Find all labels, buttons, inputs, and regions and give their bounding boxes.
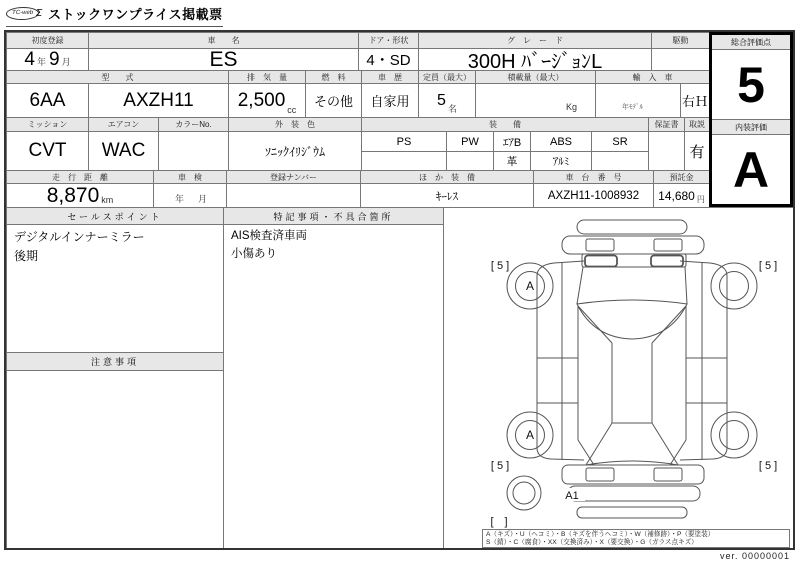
transmission-value: CVT <box>6 131 88 170</box>
equip-empty-1 <box>361 151 446 170</box>
reg-year: 4 <box>24 48 35 70</box>
deposit-value <box>653 183 709 207</box>
tire-depth-front-right: [ 5 ] <box>758 460 778 472</box>
damage-legend <box>482 529 790 548</box>
reg-year-unit: 年 <box>36 57 46 67</box>
tire-depth-rear-left: [ 5 ] <box>490 260 510 272</box>
reg-month: 9 <box>49 48 60 70</box>
caution-label: 注意事項 <box>6 352 223 370</box>
front-left-wheel-mark: A <box>525 428 535 442</box>
spec-sheet <box>4 30 795 550</box>
damage-legend-line-1: A（キズ）・U（ヘコミ）・B（キズを伴うヘコミ）・W（補修跡）・P（要塗装） <box>486 531 715 538</box>
grade-label: グ レ ー ド <box>418 32 651 48</box>
special-notes-content <box>223 224 443 548</box>
registration-number-value <box>226 183 360 207</box>
hood-shape <box>562 465 704 484</box>
model-prefix-value: 6AA <box>6 83 88 117</box>
aircon-label: エアコン <box>88 117 158 131</box>
damage-legend-line-2: S（錆）・C（腐食）・XX（交換済み）・X（要交換）・G（ガラス点キズ） <box>486 539 698 547</box>
overall-score-value: 5 <box>737 56 765 113</box>
front-spoiler-shape <box>577 507 687 518</box>
model-code-label: 型 式 <box>6 70 228 83</box>
spare-tire-shape <box>507 476 541 510</box>
overall-score-label: 総合評価点 <box>712 35 790 50</box>
first-registration-value <box>6 48 88 70</box>
inspection-year-unit: 年 <box>174 194 184 204</box>
manual-value: 有 <box>684 131 709 170</box>
car-outline-drawing <box>444 208 794 549</box>
mileage-unit: km <box>101 195 114 205</box>
rear-window-shape <box>577 300 687 339</box>
evaluation-box <box>709 32 793 207</box>
handle-value: 右Ｈ <box>680 83 709 117</box>
import-value <box>595 83 680 117</box>
interior-score-value: A <box>732 141 770 198</box>
front-bumper-shape <box>568 486 700 501</box>
front-bumper-damage-mark: A1 <box>565 490 579 502</box>
title-bar <box>6 4 223 27</box>
equip-ps: PS <box>361 131 446 151</box>
aircon-value: WAC <box>88 131 158 170</box>
tire-depth-front-left: [ 5 ] <box>490 460 510 472</box>
special-notes-line-2: 小傷あり <box>231 247 277 260</box>
tail-light-left-shape <box>585 256 617 267</box>
sales-point-line-1: デジタルインナーミラー <box>14 230 145 244</box>
deposit-unit: 円 <box>696 195 705 204</box>
displacement-label: 排 気 量 <box>228 70 305 83</box>
import-label: 輸 入 車 <box>595 70 709 83</box>
interior-score-label: 内装評価 <box>712 119 790 135</box>
car-name-value: ES <box>88 48 358 70</box>
mileage-number: 8,870 <box>46 183 100 207</box>
other-equipment-label: ほ か 装 備 <box>360 170 533 183</box>
displacement-number: 2,500 <box>237 89 286 111</box>
first-registration-label: 初度登録 <box>6 32 88 48</box>
warranty-label: 保証書 <box>648 117 684 131</box>
manual-label: 取説 <box>684 117 709 131</box>
capacity-number: 5 <box>437 91 446 109</box>
deposit-number: 14,680 <box>658 188 695 203</box>
exterior-color-label: 外 装 色 <box>228 117 361 131</box>
displacement-value <box>228 83 305 117</box>
rear-bumper-shape <box>577 220 687 234</box>
displacement-unit: cc <box>287 105 297 115</box>
tail-light-right-shape <box>651 256 683 267</box>
inspection-label: 車 検 <box>153 170 226 183</box>
fuel-label: 燃 料 <box>305 70 361 83</box>
grade-value: 300H ﾊﾞｰｼﾞｮﾝL <box>418 48 651 70</box>
equip-empty-2 <box>446 151 493 170</box>
drive-label: 駆動 <box>651 32 709 48</box>
rear-right-wheel-shape <box>711 263 757 309</box>
equip-abs: ABS <box>530 131 591 151</box>
tire-depth-rear-right: [ 5 ] <box>758 260 778 272</box>
import-year-unit: 年ﾓﾃﾞﾙ <box>622 104 643 111</box>
mileage-label: 走 行 距 離 <box>6 170 153 183</box>
trunk-shape <box>562 236 704 254</box>
registration-number-label: 登録ナンバー <box>226 170 360 183</box>
special-notes-line-1: AIS検査済車両 <box>231 230 308 242</box>
sales-point-content <box>6 224 223 352</box>
history-label: 車 歴 <box>361 70 418 83</box>
car-condition-diagram <box>443 207 793 548</box>
warranty-value <box>648 131 684 170</box>
load-unit: Kg <box>565 102 577 112</box>
door-shape-value: 4・SD <box>358 48 418 70</box>
equip-alloy: ｱﾙﾐ <box>530 151 591 170</box>
exterior-color-value: ｿﾆｯｸｲﾘｼﾞｳﾑ <box>228 131 361 170</box>
page-title: ストックワンプライス掲載票 <box>48 7 223 22</box>
color-no-label: カラーNo. <box>158 117 228 131</box>
sigma-logo-glyph: Σ <box>36 8 43 19</box>
tcweb-logo: TC-web <box>5 7 40 20</box>
capacity-unit: 名 <box>447 104 457 114</box>
spare-tire-bracket: [ ] <box>490 516 508 528</box>
capacity-value <box>418 83 475 117</box>
equip-leather: 革 <box>493 151 530 170</box>
inspection-value <box>153 183 226 207</box>
equip-empty-3 <box>591 151 648 170</box>
rear-left-wheel-mark: A <box>525 279 535 293</box>
deposit-label: 預託金 <box>653 170 709 183</box>
history-value: 自家用 <box>361 83 418 117</box>
sales-point-label: セールスポイント <box>6 207 223 224</box>
equip-pw: PW <box>446 131 493 151</box>
special-notes-label: 特記事項・不具合箇所 <box>223 207 443 224</box>
color-no-value <box>158 131 228 170</box>
equipment-label: 装 備 <box>361 117 648 131</box>
capacity-label: 定員（最大） <box>418 70 475 83</box>
load-value <box>475 83 595 117</box>
load-label: 積載量（最大） <box>475 70 595 83</box>
other-equipment-value: ｷｰﾚｽ <box>360 183 533 207</box>
car-name-label: 車 名 <box>88 32 358 48</box>
drive-value <box>651 48 709 70</box>
mileage-value <box>6 183 153 207</box>
equip-airbag: ｴｱB <box>493 131 530 151</box>
inspection-month-unit: 月 <box>198 194 208 204</box>
reg-month-unit: 月 <box>61 57 71 67</box>
equip-sr: SR <box>591 131 648 151</box>
caution-content <box>6 370 223 548</box>
front-right-wheel-shape <box>711 412 757 458</box>
chassis-number-value: AXZH11-1008932 <box>533 183 653 207</box>
fuel-value: その他 <box>305 83 361 117</box>
model-code-value: AXZH11 <box>88 83 228 117</box>
sales-point-line-2: 後期 <box>14 248 39 263</box>
version-number: ver. 00000001 <box>719 551 790 561</box>
transmission-label: ミッション <box>6 117 88 131</box>
chassis-number-label: 車 台 番 号 <box>533 170 653 183</box>
door-shape-label: ドア・形状 <box>358 32 418 48</box>
